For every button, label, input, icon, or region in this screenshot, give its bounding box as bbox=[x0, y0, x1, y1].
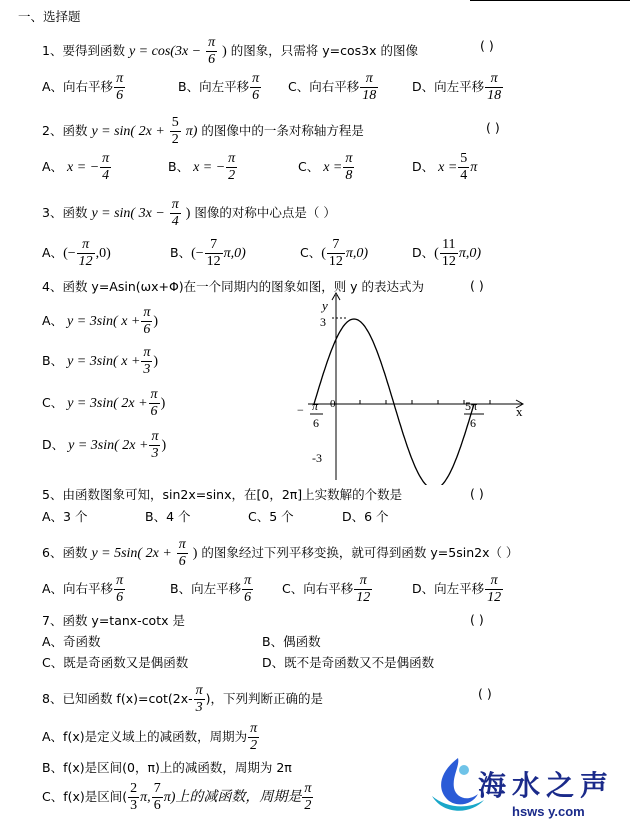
fraction: $\frac{\pi}{6}$ bbox=[178, 537, 186, 569]
q2-option-d: D、 x = $\frac{5}{4}$ π bbox=[412, 151, 478, 183]
q5-option-a: A、3 个 bbox=[42, 509, 88, 524]
fraction: $\frac{\pi}{3}$ bbox=[195, 683, 203, 715]
q2-option-b: B、 x = − $\frac{\pi}{2}$ bbox=[168, 151, 236, 183]
question-8: 8、已知函数 f(x)=cot(2x- $\frac{\pi}{3}$ )，下列判断正确的是 bbox=[42, 683, 324, 715]
q4-option-d: D、 y = 3sin( 2x + $\frac{\pi}{3}$ ) bbox=[42, 429, 167, 461]
logo-url: hsws y.com bbox=[512, 804, 585, 819]
q5-option-b: B、4 个 bbox=[145, 509, 191, 524]
left-den: 6 bbox=[313, 416, 319, 430]
q6-option-d: D、向左平移 $\frac{\pi}{12}$ bbox=[412, 573, 502, 605]
x-label: x bbox=[516, 404, 523, 419]
question-6: 6、函数 y = 5sin( 2x + $\frac{\pi}{6}$ ) 的图象经过下列平移变换，就可得到函数 y=5sin2x（ ） bbox=[42, 537, 519, 569]
q3-option-d: D、( $\frac{11}{12}$ π,0) bbox=[412, 237, 481, 269]
q6-option-c: C、向右平移 $\frac{\pi}{12}$ bbox=[282, 573, 371, 605]
origin-label: 0 bbox=[330, 398, 336, 410]
q3-option-b: B、(− $\frac{7}{12}$ π,0) bbox=[170, 237, 246, 269]
q5-option-c: C、5 个 bbox=[248, 509, 294, 524]
q2-option-a: A、 x = − $\frac{\pi}{4}$ bbox=[42, 151, 110, 183]
watermark-logo bbox=[428, 752, 628, 824]
q8-option-a: A、f(x)是定义域上的减函数，周期为 $\frac{\pi}{2}$ bbox=[42, 721, 258, 753]
y-min-label: -3 bbox=[312, 451, 322, 465]
answer-bracket: ( ) bbox=[470, 612, 484, 627]
logo-title: 海水之声 bbox=[478, 771, 615, 802]
q8-option-c: C、f(x)是区间( $\frac{2}{3}$ π, $\frac{7}{6}$ π)上的减函数，周期是 $\frac{\pi}{2}$ bbox=[42, 781, 312, 813]
answer-bracket: ( ) bbox=[470, 486, 484, 501]
left-num: π bbox=[312, 399, 319, 413]
answer-bracket: ( ) bbox=[486, 120, 500, 135]
q2-option-c: C、 x = $\frac{\pi}{8}$ bbox=[298, 151, 353, 183]
question-2: 2、函数 y = sin( 2x + $\frac{5}{2}$ π) 的图像中的一条对称轴方程是 bbox=[42, 115, 364, 147]
question-7: 7、函数 y=tanx-cotx 是 bbox=[42, 613, 185, 628]
question-4: 4、函数 y=Asin(ωx+Φ)在一个同期内的图象如图，则 y 的表达式为 bbox=[42, 279, 425, 294]
q7-option-c: C、既是奇函数又是偶函数 bbox=[42, 655, 189, 670]
question-5: 5、由函数图象可知，sin2x=sinx，在[0，2π]上实数解的个数是 bbox=[42, 487, 403, 502]
y-label: y bbox=[322, 298, 328, 313]
q7-option-d: D、既不是奇函数又不是偶函数 bbox=[262, 655, 435, 670]
section-title: 一、选择题 bbox=[18, 9, 81, 24]
right-num: 5π bbox=[465, 399, 478, 413]
q1-option-c: C、向右平移 $\frac{\pi}{18}$ bbox=[288, 71, 377, 103]
q1-option-b: B、向左平移 $\frac{\pi}{6}$ bbox=[178, 71, 260, 103]
answer-bracket: ( ) bbox=[480, 38, 494, 53]
q3-option-a: A、(− $\frac{\pi}{12}$ ,0) bbox=[42, 237, 111, 269]
q1-option-d: D、向左平移 $\frac{\pi}{18}$ bbox=[412, 71, 502, 103]
sine-curve bbox=[314, 319, 474, 485]
q6-option-b: B、向左平移 $\frac{\pi}{6}$ bbox=[170, 573, 252, 605]
q4-option-a: A、 y = 3sin( x + $\frac{\pi}{6}$ ) bbox=[42, 305, 159, 337]
right-den: 6 bbox=[470, 416, 476, 430]
question-1: 1、要得到函数 y = cos(3x − $\frac{\pi}{6}$ ) 的图象，只需将 y=cos3x 的图像 bbox=[42, 35, 418, 67]
answer-bracket: ( ) bbox=[470, 278, 484, 293]
y-max-label: 3 bbox=[320, 315, 326, 329]
fraction: $\frac{\pi}{6}$ bbox=[208, 35, 216, 67]
q8-option-b: B、f(x)是区间(0，π)上的减函数，周期为 2π bbox=[42, 760, 292, 775]
header-fill-line bbox=[470, 0, 630, 4]
left-sign: − bbox=[297, 403, 304, 417]
q5-option-d: D、6 个 bbox=[342, 509, 389, 524]
sine-graph bbox=[290, 290, 535, 485]
fraction: $\frac{\pi}{4}$ bbox=[171, 197, 179, 229]
q7-option-b: B、偶函数 bbox=[262, 634, 321, 649]
q4-option-c: C、 y = 3sin( 2x + $\frac{\pi}{6}$ ) bbox=[42, 387, 166, 419]
q6-option-a: A、向右平移 $\frac{\pi}{6}$ bbox=[42, 573, 124, 605]
q4-option-b: B、 y = 3sin( x + $\frac{\pi}{3}$ ) bbox=[42, 345, 159, 377]
fraction: $\frac{5}{2}$ bbox=[171, 115, 179, 147]
q3-option-c: C、( $\frac{7}{12}$ π,0) bbox=[300, 237, 369, 269]
question-3: 3、函数 y = sin( 3x − $\frac{\pi}{4}$ ) 图像的对称中心点是（ ） bbox=[42, 197, 336, 229]
q7-option-a: A、奇函数 bbox=[42, 634, 101, 649]
q1-option-a: A、向右平移 $\frac{\pi}{6}$ bbox=[42, 71, 124, 103]
answer-bracket: ( ) bbox=[478, 686, 492, 701]
